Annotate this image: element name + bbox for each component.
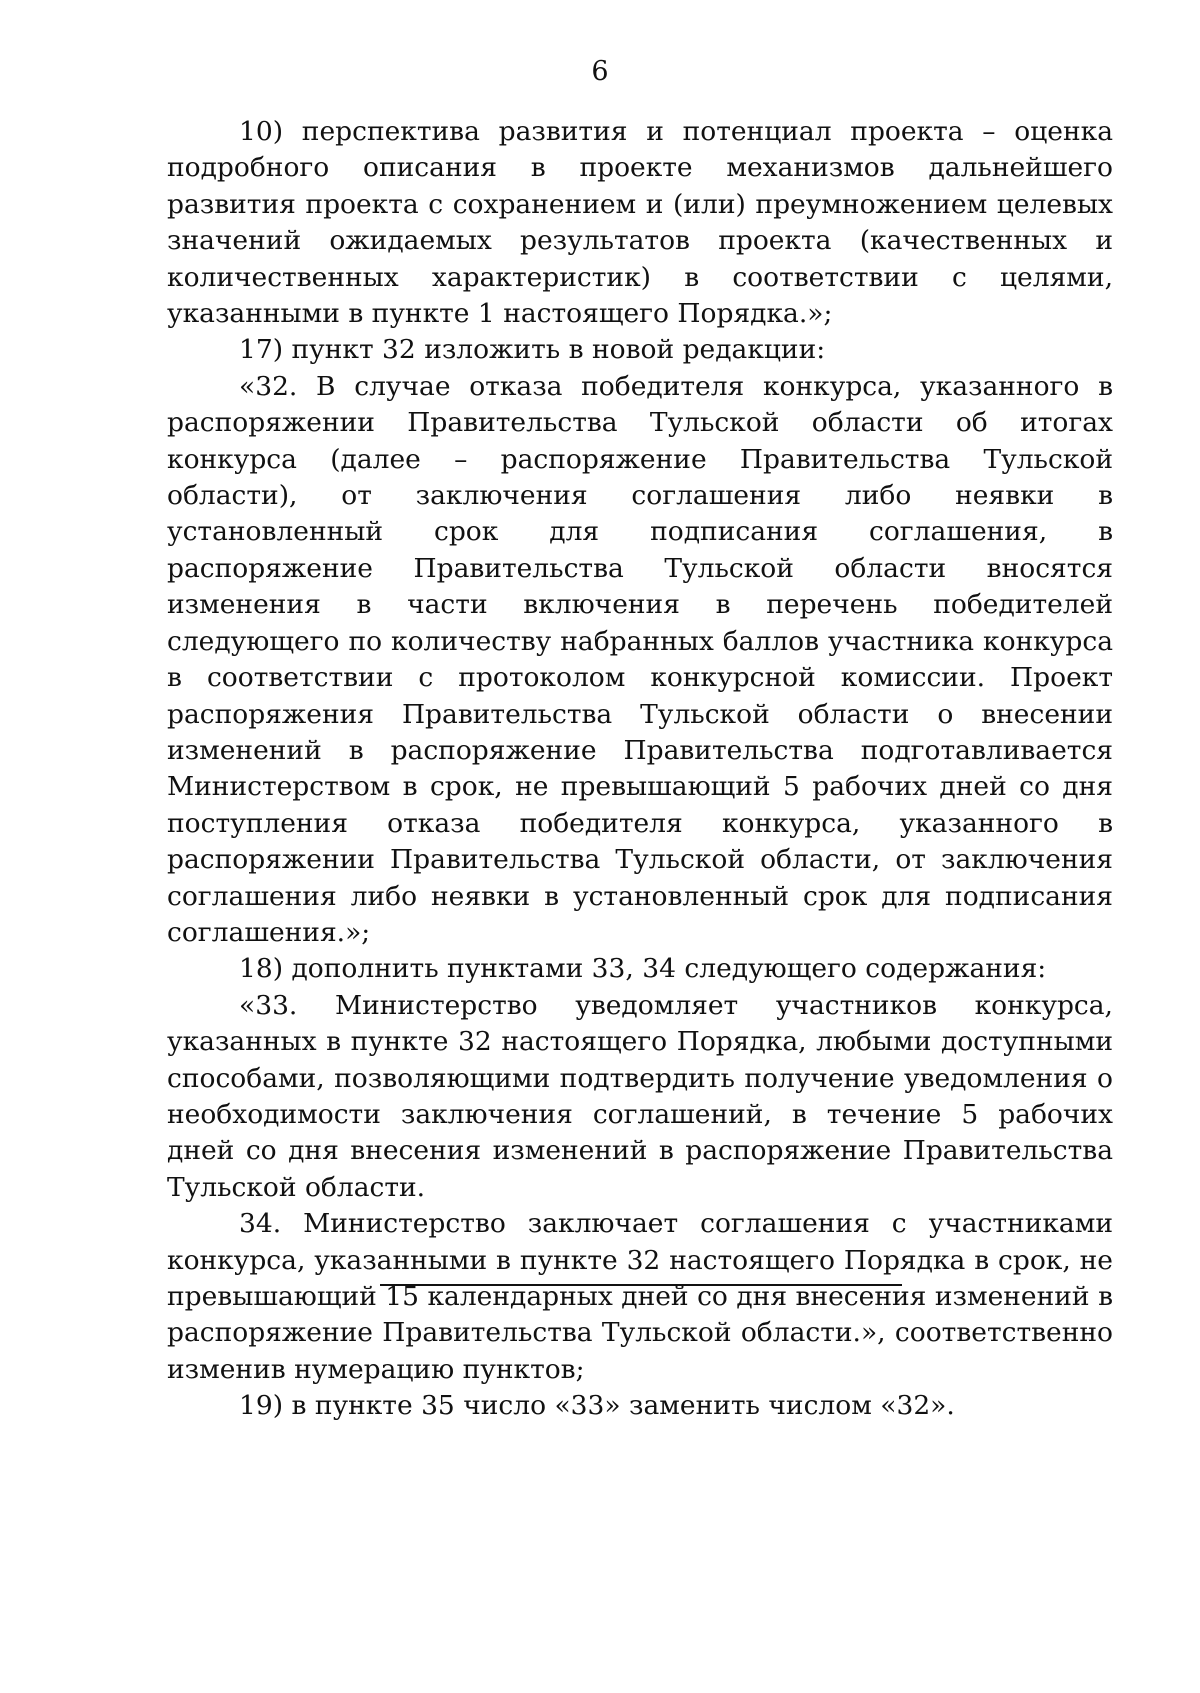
paragraph-clause-32: «32. В случае отказа победителя конкурса, указанного в распоряжении Правительства Тульской области об итогах конкурса (далее – распоряжение Правительства Тульской области), от заключения соглашения либо неявки в установленный срок для подписания соглашения, в распоряжение Правительства Тульской области вносятся изменения в части включения в перечень победителей следующего по количеству набранных баллов участника конкурса в соответствии с протоколом конкурсной комиссии. Проект распоряжения Правительства Тульской области о внесении изменений в распоряжение Правительства подготавливается Министерством в срок, не превышающий 5 рабочих дней со дня поступления отказа победителя конкурса, указанного в распоряжении Правительства Тульской области, от заключения соглашения либо неявки в установленный срок для подписания соглашения.»; [167,370,1113,948]
document-body [167,114,1113,1425]
paragraph-amendment-19: 19) в пункте 35 число «33» заменить числом «32». [239,1390,955,1422]
paragraph-amendment-18: 18) дополнить пунктами 33, 34 следующего содержания: [239,953,1047,985]
paragraph-clause-34: 34. Министерство заключает соглашения с участниками конкурса, указанными в пункте 32 настоящего Порядка в срок, не превышающий 15 календарных дней со дня внесения изменений в распоряжение Правительства Тульской области.», соответственно изменив нумерацию пунктов; [167,1208,1113,1385]
page-number: 6 [591,56,609,87]
paragraph-amendment-17: 17) пункт 32 изложить в новой редакции: [239,334,826,366]
end-of-document-rule [380,1284,902,1286]
paragraph-clause-33: «33. Министерство уведомляет участников конкурса, указанных в пункте 32 настоящего Порядка, любыми доступными способами, позволяющими подтвердить получение уведомления о необходимости заключения соглашений, в течение 5 рабочих дней со дня внесения изменений в распоряжение Правительства Тульской области. [167,989,1113,1203]
paragraph-item-10: 10) перспектива развития и потенциал проекта – оценка подробного описания в проекте механизмов дальнейшего развития проекта с сохранением и (или) преумножением целевых значений ожидаемых результатов проекта (качественных и количественных характеристик) в соответствии с целями, указанными в пункте 1 настоящего Порядка.»; [167,116,1113,330]
